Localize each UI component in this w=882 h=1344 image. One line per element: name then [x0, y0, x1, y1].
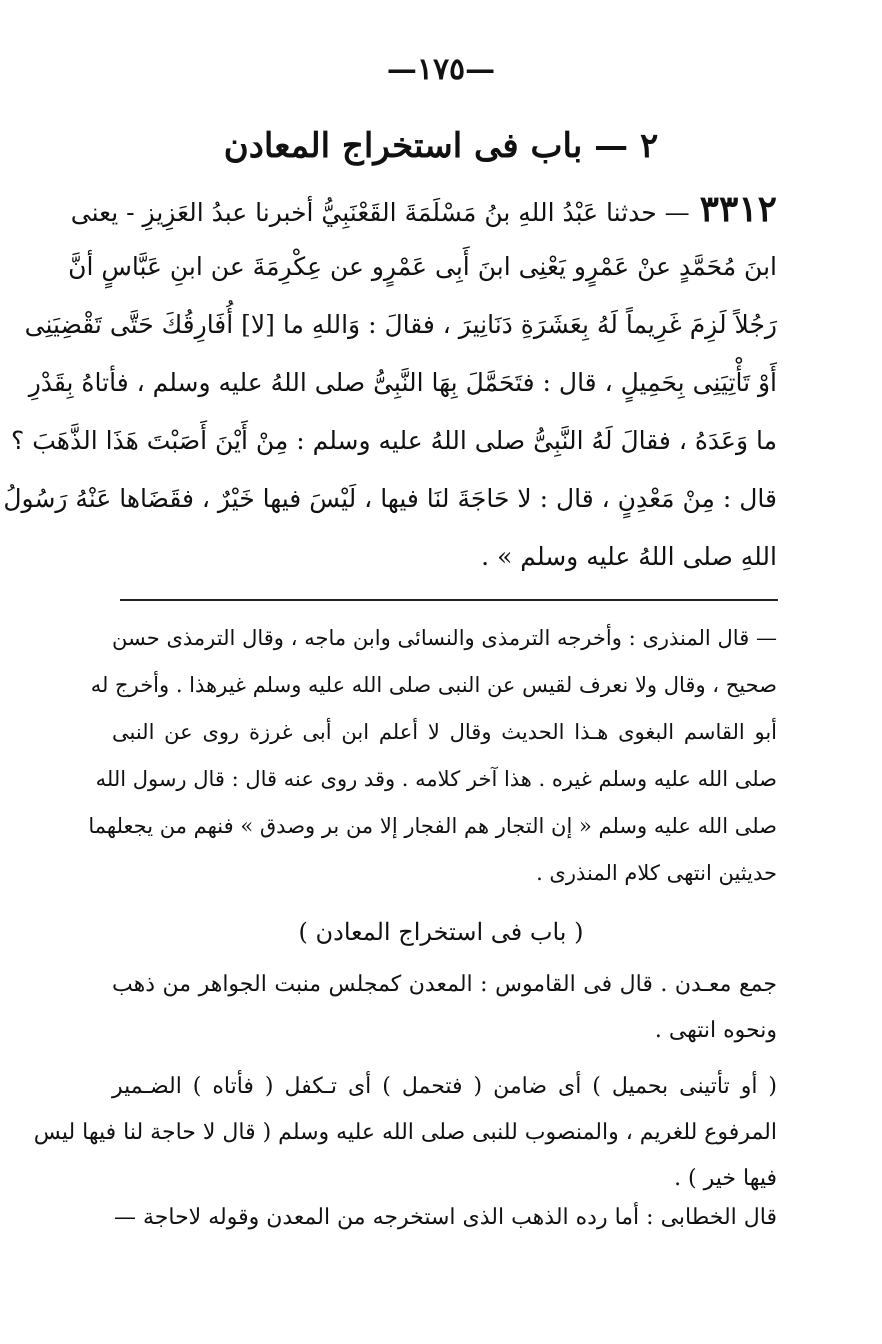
hadith-line: اللهِ صلى اللهُ عليه وسلم » .	[481, 542, 777, 571]
notes-line: فيها خير ) .	[674, 1166, 777, 1191]
hadith-number: ٣٣١٢	[699, 188, 777, 230]
page-number: —١٧٥—	[386, 52, 496, 87]
hadith-line: قال : مِنْ مَعْدِنٍ ، قال : لا حَاجَةَ لنَا فيها ، لَيْسَ فيها خَيْرٌ ، فقَضَاها عَنْهُ رَسُولُ	[3, 484, 777, 513]
hadith-line: رَجُلاً لَزِمَ غَرِيماً لَهُ بِعَشَرَةِ دَنَانِيرَ ، فقالَ : وَاللهِ ما [لا] أُفَارِقُكَ حَتَّى تَقْضِيَنِى	[24, 310, 777, 339]
commentary-text	[88, 615, 777, 897]
commentary-line: أبو القاسم البغوى هـذا الحديث وقال لا أعلم ابن أبى غرزة روى عن النبى	[112, 720, 777, 744]
hadith-line: ابنَ مُحَمَّدٍ عنْ عَمْرٍو يَعْنِى ابنَ أَبِى عَمْرٍو عن عِكْرِمَةَ عن ابنِ عَبَّاسٍ أنَّ	[68, 252, 777, 281]
hadith-line: ما وَعَدَهُ ، فقالَ لَهُ النَّبِىُّ صلى اللهُ عليه وسلم : مِنْ أَيْنَ أَصَبْتَ هَذَا الذَّهَبَ ؟	[11, 426, 777, 455]
section-title: ( باب فى استخراج المعادن )	[298, 918, 584, 946]
notes-line: ( أو تأتينى بحميل ) أى ضامن ( فتحمل ) أى تـكفل ( فأتاه ) الضـمير	[112, 1074, 777, 1099]
notes-text	[33, 962, 777, 1202]
commentary-line: صلى الله عليه وسلم غيره . هذا آخر كلامه . وقد روى عنه قال : قال رسول الله	[95, 767, 777, 791]
commentary-line: حديثين انتهى كلام المنذرى .	[536, 861, 777, 885]
final-line: قال الخطابى : أما رده الذهب الذى استخرجه من المعدن وقوله لاحاجة —	[113, 1205, 777, 1230]
commentary-line: صلى الله عليه وسلم « إن التجار هم الفجار إلا من بر وصدق » فنهم من يجعلهما	[88, 814, 777, 838]
footnote-divider	[120, 599, 778, 601]
hadith-line: أَوْ تَأْتِيَنِى بِحَمِيلٍ ، قال : فتَحَمَّلَ بِهَا النَّبِىُّ صلى اللهُ عليه وسلم ، فأتاهُ بِقَدْرِ	[28, 368, 777, 397]
notes-line: جمع معـدن . قال فى القاموس : المعدن كمجلس منبت الجواهر من ذهب	[112, 972, 777, 997]
chapter-title: ٢ — باب فى استخراج المعادن	[223, 126, 659, 166]
commentary-line: صحيح ، وقال ولا نعرف لقيس عن النبى صلى الله عليه وسلم غيرهذا . وأخرج له	[90, 673, 777, 697]
hadith-text	[3, 180, 777, 586]
notes-line: المرفوع للغريم ، والمنصوب للنبى صلى الله عليه وسلم ( قال لا حاجة لنا فيها ليس	[33, 1120, 777, 1145]
hadith-line-text: — حدثنا عَبْدُ اللهِ بنُ مَسْلَمَةَ القَعْنَبِيُّ أخبرنا عبدُ العَزِيزِ - يعنى	[70, 198, 690, 227]
commentary-line: — قال المنذرى : وأخرجه الترمذى والنسائى وابن ماجه ، وقال الترمذى حسن	[112, 626, 777, 650]
notes-line: ونحوه انتهى .	[654, 1018, 777, 1043]
hadith-line	[70, 180, 777, 238]
paragraph-gap	[112, 1054, 777, 1064]
